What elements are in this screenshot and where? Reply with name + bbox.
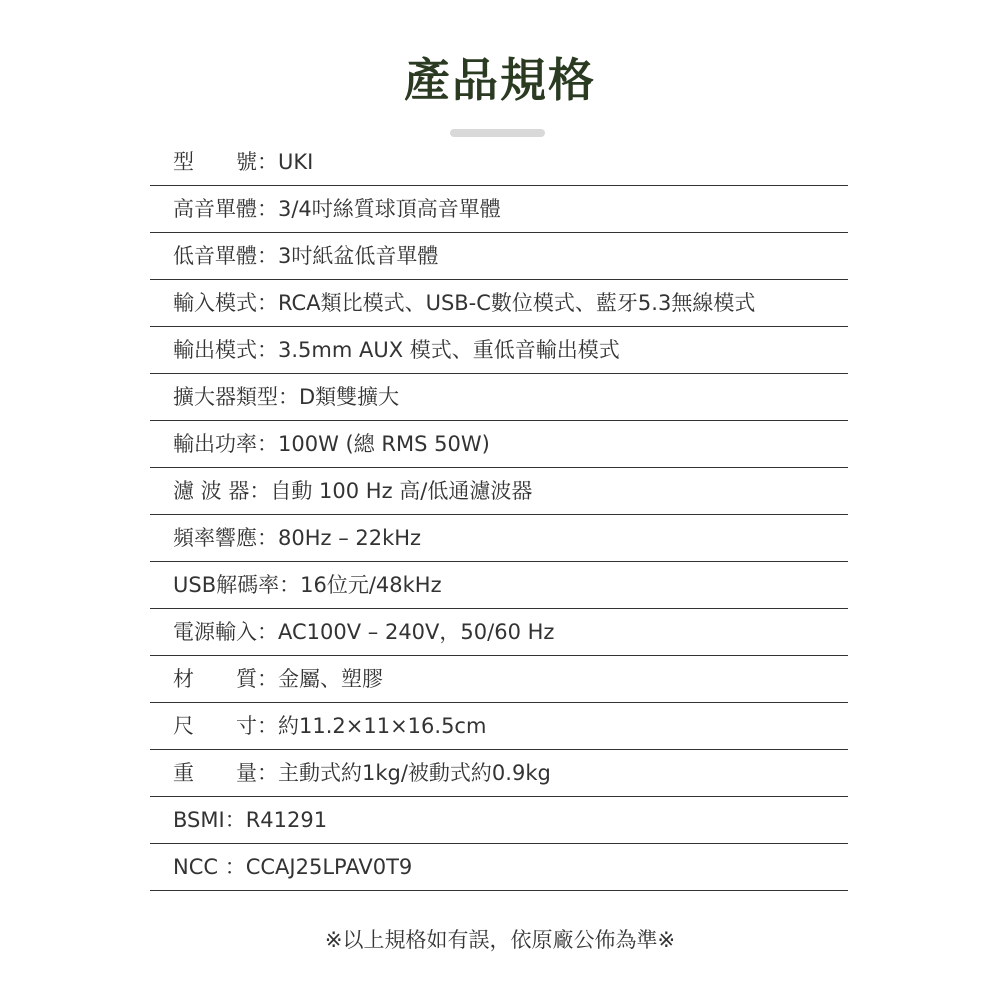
spec-value: AC100V – 240V，50/60 Hz	[278, 620, 555, 644]
spec-list	[150, 139, 848, 891]
spec-separator: ：	[257, 667, 278, 691]
spec-label: 低音單體	[173, 244, 257, 268]
spec-value: D類雙擴大	[299, 385, 400, 409]
spec-value: 3吋紙盆低音單體	[278, 244, 439, 268]
spec-separator: ：	[257, 338, 278, 362]
spec-label: 輸出模式	[173, 338, 257, 362]
spec-value: RCA類比模式、USB-C數位模式、藍牙5.3無線模式	[278, 291, 756, 315]
spec-label: 輸入模式	[173, 291, 257, 315]
spec-value: R41291	[245, 808, 328, 832]
spec-row-tweeter	[150, 186, 848, 233]
spec-separator: ：	[257, 620, 278, 644]
spec-row-size	[150, 703, 848, 750]
title-underline-bar	[450, 129, 545, 137]
spec-row-ncc	[150, 844, 848, 891]
spec-value: 80Hz – 22kHz	[278, 526, 422, 550]
spec-row-bsmi	[150, 797, 848, 844]
spec-label: 頻率響應	[173, 526, 257, 550]
spec-value: CCAJ25LPAV0T9	[245, 855, 413, 879]
spec-row-filter	[150, 468, 848, 515]
spec-separator: ：	[257, 150, 278, 174]
spec-label: 型 號	[173, 150, 257, 174]
page-title: 產品規格	[404, 53, 596, 107]
spec-row-input-mode	[150, 280, 848, 327]
spec-separator: ：	[257, 244, 278, 268]
spec-row-power-input	[150, 609, 848, 656]
spec-label: 材 質	[173, 667, 257, 691]
spec-label: NCC	[173, 855, 225, 879]
spec-row-usb-decoding	[150, 562, 848, 609]
spec-label: 輸出功率	[173, 432, 257, 456]
spec-disclaimer: ※以上規格如有誤，依原廠公佈為準※	[324, 928, 676, 952]
spec-row-frequency-response	[150, 515, 848, 562]
spec-separator: ：	[257, 526, 278, 550]
spec-value: UKI	[278, 150, 314, 174]
spec-row-weight	[150, 750, 848, 797]
spec-separator: ：	[249, 479, 271, 503]
spec-value: 16位元/48kHz	[300, 573, 442, 597]
spec-separator: ：	[224, 808, 246, 832]
spec-label: 高音單體	[173, 197, 257, 221]
spec-row-output-power	[150, 421, 848, 468]
spec-value: 3.5mm AUX 模式、重低音輸出模式	[278, 338, 620, 362]
spec-row-material	[150, 656, 848, 703]
spec-label: BSMI	[173, 808, 225, 832]
spec-row-woofer	[150, 233, 848, 280]
spec-value: 約11.2×11×16.5cm	[278, 714, 487, 738]
spec-value: 主動式約1kg/被動式約0.9kg	[278, 761, 551, 785]
spec-separator: ：	[257, 714, 278, 738]
spec-value: 100W (總 RMS 50W)	[278, 432, 490, 456]
spec-separator: ：	[257, 197, 278, 221]
spec-label: 電源輸入	[173, 620, 257, 644]
spec-label: 濾 波 器	[173, 479, 250, 503]
spec-row-model	[150, 139, 848, 186]
spec-label: 擴大器類型	[173, 385, 278, 409]
spec-separator: ：	[257, 291, 278, 315]
spec-separator: ：	[224, 855, 246, 879]
spec-separator: ：	[257, 432, 278, 456]
spec-value: 金屬、塑膠	[278, 667, 383, 691]
spec-value: 自動 100 Hz 高/低通濾波器	[270, 479, 533, 503]
spec-separator: ：	[278, 385, 299, 409]
spec-label: 重 量	[173, 761, 257, 785]
spec-label: USB解碼率	[173, 573, 280, 597]
spec-separator: ：	[279, 573, 301, 597]
spec-row-output-mode	[150, 327, 848, 374]
spec-value: 3/4吋絲質球頂高音單體	[278, 197, 501, 221]
spec-label: 尺 寸	[173, 714, 257, 738]
spec-separator: ：	[257, 761, 278, 785]
spec-row-amplifier	[150, 374, 848, 421]
